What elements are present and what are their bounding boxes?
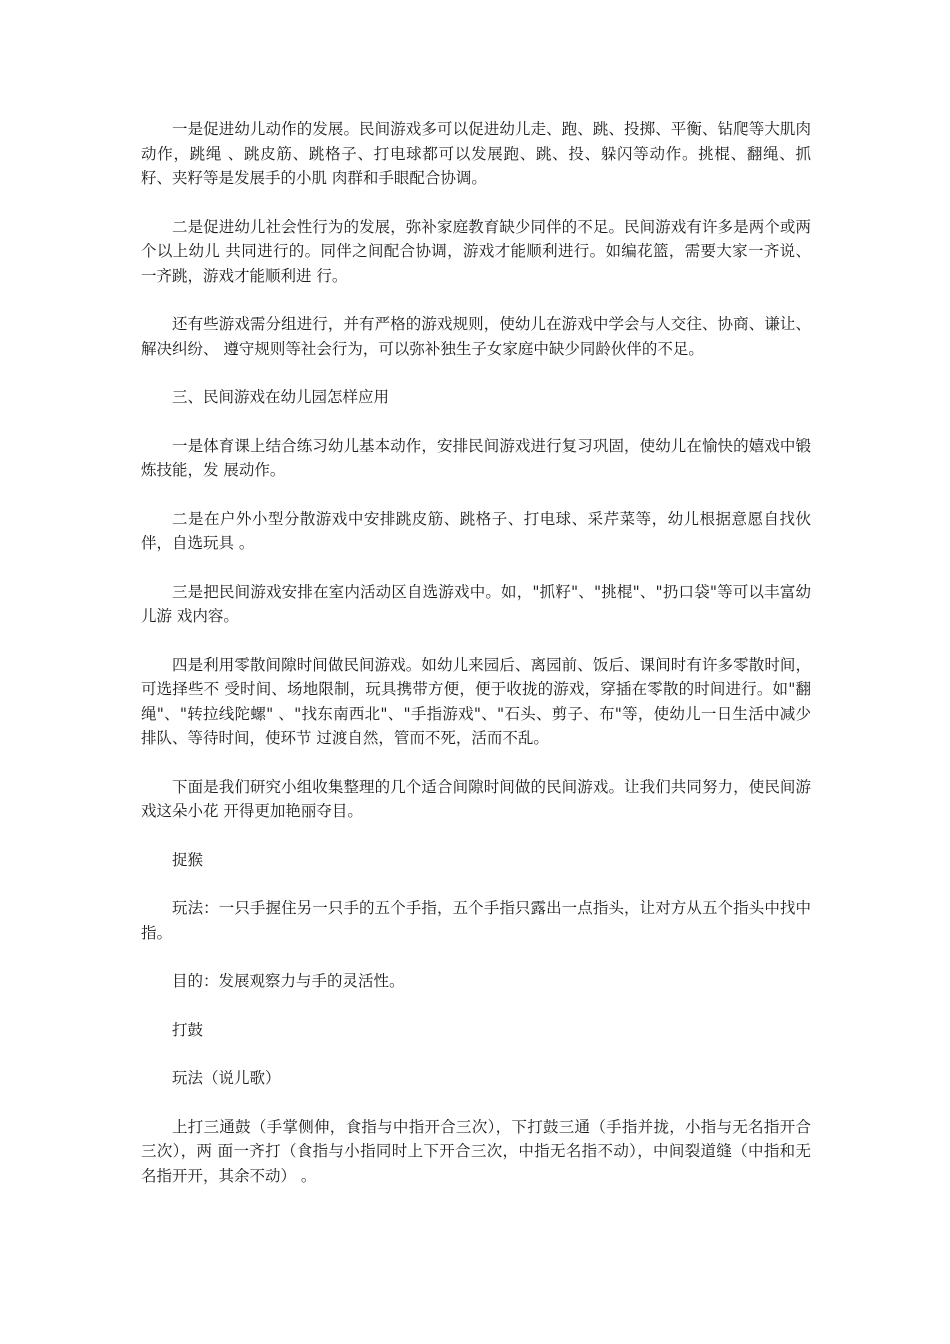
paragraph-group-rules: 还有些游戏需分组进行，并有严格的游戏规则，使幼儿在游戏中学会与人交往、协商、谦让、解决纠纷、 遵守规则等社会行为，可以弥补独生子女家庭中缺少同龄伙伴的不足。 [141,315,811,358]
paragraph-catch-monkey-goal: 目的：发展观察力与手的灵活性。 [172,972,405,990]
game-title-drum: 打鼓 [172,1020,204,1039]
paragraph-pe-class: 一是体育课上结合练习幼儿基本动作，安排民间游戏进行复习巩固，使幼儿在愉快的嬉戏中锻炼技能，发 展动作。 [141,436,811,479]
paragraph-drum-rules: 上打三通鼓（手掌侧伸，食指与中指开合三次），下打鼓三通（手指并拢，小指与无名指开合三次），两 面一齐打（食指与小指同时上下开合三次，中指无名指不动），中间裂道缝（中指和无名指开开，其余不动） 。 [141,1117,811,1185]
drum-rules-label: 玩法（说儿歌） [172,1069,281,1087]
paragraph-catch-monkey-rules: 玩法：一只手握住另一只手的五个手指，五个手指只露出一点指头，让对方从五个指头中找中指。 [141,899,811,942]
paragraph-social-development: 二是促进幼儿社会性行为的发展，弥补家庭教育缺少同伴的不足。民间游戏有许多是两个或两个以上幼儿 共同进行的。同伴之间配合协调，游戏才能顺利进行。如编花篮，需要大家一齐说、一齐跳，游戏才能顺利进 行。 [141,217,811,285]
paragraph-motor-development: 一是促进幼儿动作的发展。民间游戏多可以促进幼儿走、跑、跳、投掷、平衡、钻爬等大肌肉动作，跳绳 、跳皮筋、跳格子、打电球都可以发展跑、跳、投、躲闪等动作。挑棍、翻绳、抓籽、夹籽等是发展手的小肌 肉群和手眼配合协调。 [141,120,811,187]
paragraph-collection-intro: 下面是我们研究小组收集整理的几个适合间隙时间做的民间游戏。让我们共同努力，使民间游戏这朵小花 开得更加艳丽夺目。 [141,777,811,820]
section-heading-application: 三、民间游戏在幼儿园怎样应用 [172,388,390,406]
paragraph-spare-time: 四是利用零散间隙时间做民间游戏。如幼儿来园后、离园前、饭后、课间时有许多零散时间，可选择些不 受时间、场地限制，玩具携带方便，便于收拢的游戏，穿插在零散的时间进行。如"翻绳"、"转拉线陀螺" 、"找东南西北"、"手指游戏"、"石头、剪子、布"等，使幼儿一日生活中减少排队、等待时间，使环节 过渡自然，管而不死，活而不乱。 [141,655,811,747]
paragraph-indoor-area: 三是把民间游戏安排在室内活动区自选游戏中。如，"抓籽"、"挑棍"、"扔口袋"等可以丰富幼儿游 戏内容。 [141,582,811,625]
game-title-catch-monkey: 捉猴 [172,850,204,869]
paragraph-outdoor-games: 二是在户外小型分散游戏中安排跳皮筋、跳格子、打电球、采芹菜等，幼儿根据意愿自找伙伴，自选玩具 。 [141,509,811,552]
document-body [141,117,811,1212]
